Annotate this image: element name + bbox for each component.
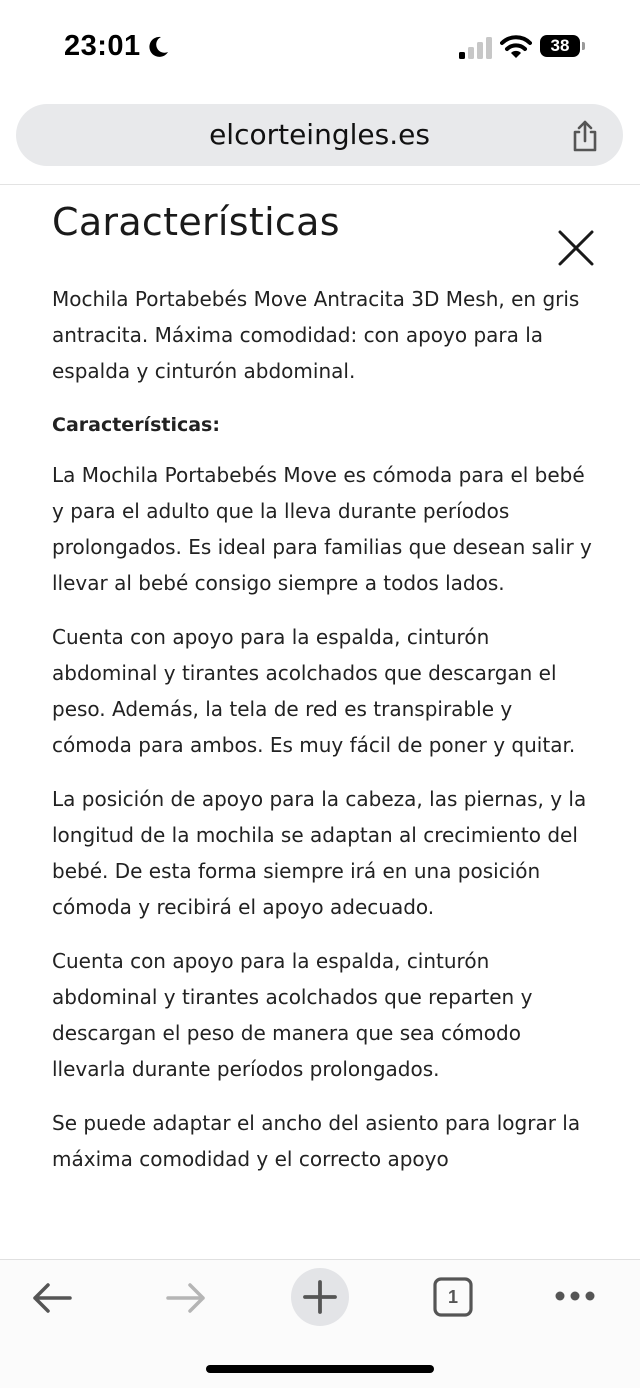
status-bar <box>0 0 640 95</box>
description-paragraph: Se puede adaptar el ancho del asiento para lograr la máxima comodidad y el correcto apoyo <box>52 1111 581 1171</box>
header-divider <box>0 184 640 185</box>
description-paragraph: Cuenta con apoyo para la espalda, cinturón abdominal y tirantes acolchados que reparten y descargan el peso de manera que sea cómodo llevarla durante períodos prolongados. <box>52 949 533 1081</box>
wifi-icon <box>500 34 532 60</box>
panel-title: Características <box>52 200 340 244</box>
new-tab-button[interactable] <box>291 1268 349 1326</box>
description-paragraph: La posición de apoyo para la cabeza, las piernas, y la longitud de la mochila se adaptan al crecimiento del bebé. De esta forma siempre irá en una posición cómoda y recibirá el apoyo adecuado. <box>52 787 587 919</box>
section-subheading: Características: <box>52 414 220 436</box>
description-paragraph: La Mochila Portabebés Move es cómoda para el bebé y para el adulto que la lleva durante períodos prolongados. Es ideal para familias que desean salir y llevar al bebé consigo siempre a todos lados. <box>52 463 592 595</box>
moon-icon <box>146 35 170 59</box>
forward-arrow-icon[interactable] <box>164 1280 208 1316</box>
more-icon[interactable] <box>553 1286 597 1306</box>
status-time: 23:01 <box>64 30 141 62</box>
url-text[interactable]: elcorteingles.es <box>209 118 430 151</box>
description-paragraph: Cuenta con apoyo para la espalda, cinturón abdominal y tirantes acolchados que descargan el peso. Además, la tela de red es transpirable y cómoda para ambos. Es muy fácil de poner y quitar. <box>52 625 576 757</box>
tabs-button[interactable] <box>432 1276 474 1318</box>
cellular-signal-icon <box>458 37 492 59</box>
battery-tip <box>582 42 585 50</box>
plus-icon <box>291 1268 349 1326</box>
product-intro: Mochila Portabebés Move Antracita 3D Mesh, en gris antracita. Máxima comodidad: con apoyo para la espalda y cinturón abdominal. <box>52 287 580 383</box>
home-indicator <box>206 1365 434 1373</box>
back-arrow-icon[interactable] <box>30 1280 74 1316</box>
battery-level: 38 <box>550 36 570 55</box>
close-icon[interactable] <box>556 228 596 268</box>
description-content <box>52 281 592 1259</box>
tab-count: 1 <box>447 1287 458 1307</box>
battery-icon <box>540 35 588 59</box>
address-bar[interactable] <box>16 104 623 166</box>
share-icon[interactable] <box>568 119 602 153</box>
